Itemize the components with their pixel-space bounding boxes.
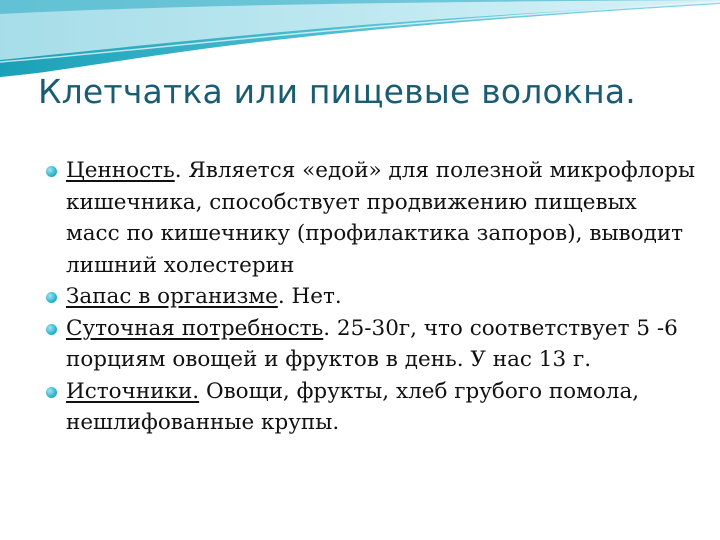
slide-title: Клетчатка или пищевые волокна. (38, 72, 636, 111)
bullet-daily-need (46, 313, 696, 376)
bullet-text: Овощи, фрукты, хлеб грубого помола, нешлифованные крупы. (66, 378, 640, 435)
bullet-text: . Является «едой» для полезной микрофлоры кишечника, способствует продвижению пищевых масс по кишечнику (профилактика запоров), выводит лишний холестерин (66, 158, 696, 278)
header-wave-decoration (0, 0, 720, 80)
bullet-term: Запас в организме (66, 284, 278, 309)
bullet-term: Суточная потребность (66, 315, 324, 341)
bullet-value (46, 155, 696, 281)
bullet-dot-icon (46, 166, 57, 177)
bullet-dot-icon (46, 292, 57, 303)
bullet-term: Источники. (66, 378, 200, 404)
bullet-dot-icon (46, 324, 57, 335)
bullet-list (46, 155, 696, 439)
bullet-sources (46, 376, 696, 439)
bullet-text: . Нет. (277, 284, 342, 309)
bullet-term: Ценность (66, 158, 175, 183)
bullet-dot-icon (46, 387, 57, 398)
bullet-reserve (46, 281, 696, 313)
bullet-text: . 25-30г, что соответствует 5 -6 порциям овощей и фруктов в день. У нас 13 г. (66, 315, 678, 372)
